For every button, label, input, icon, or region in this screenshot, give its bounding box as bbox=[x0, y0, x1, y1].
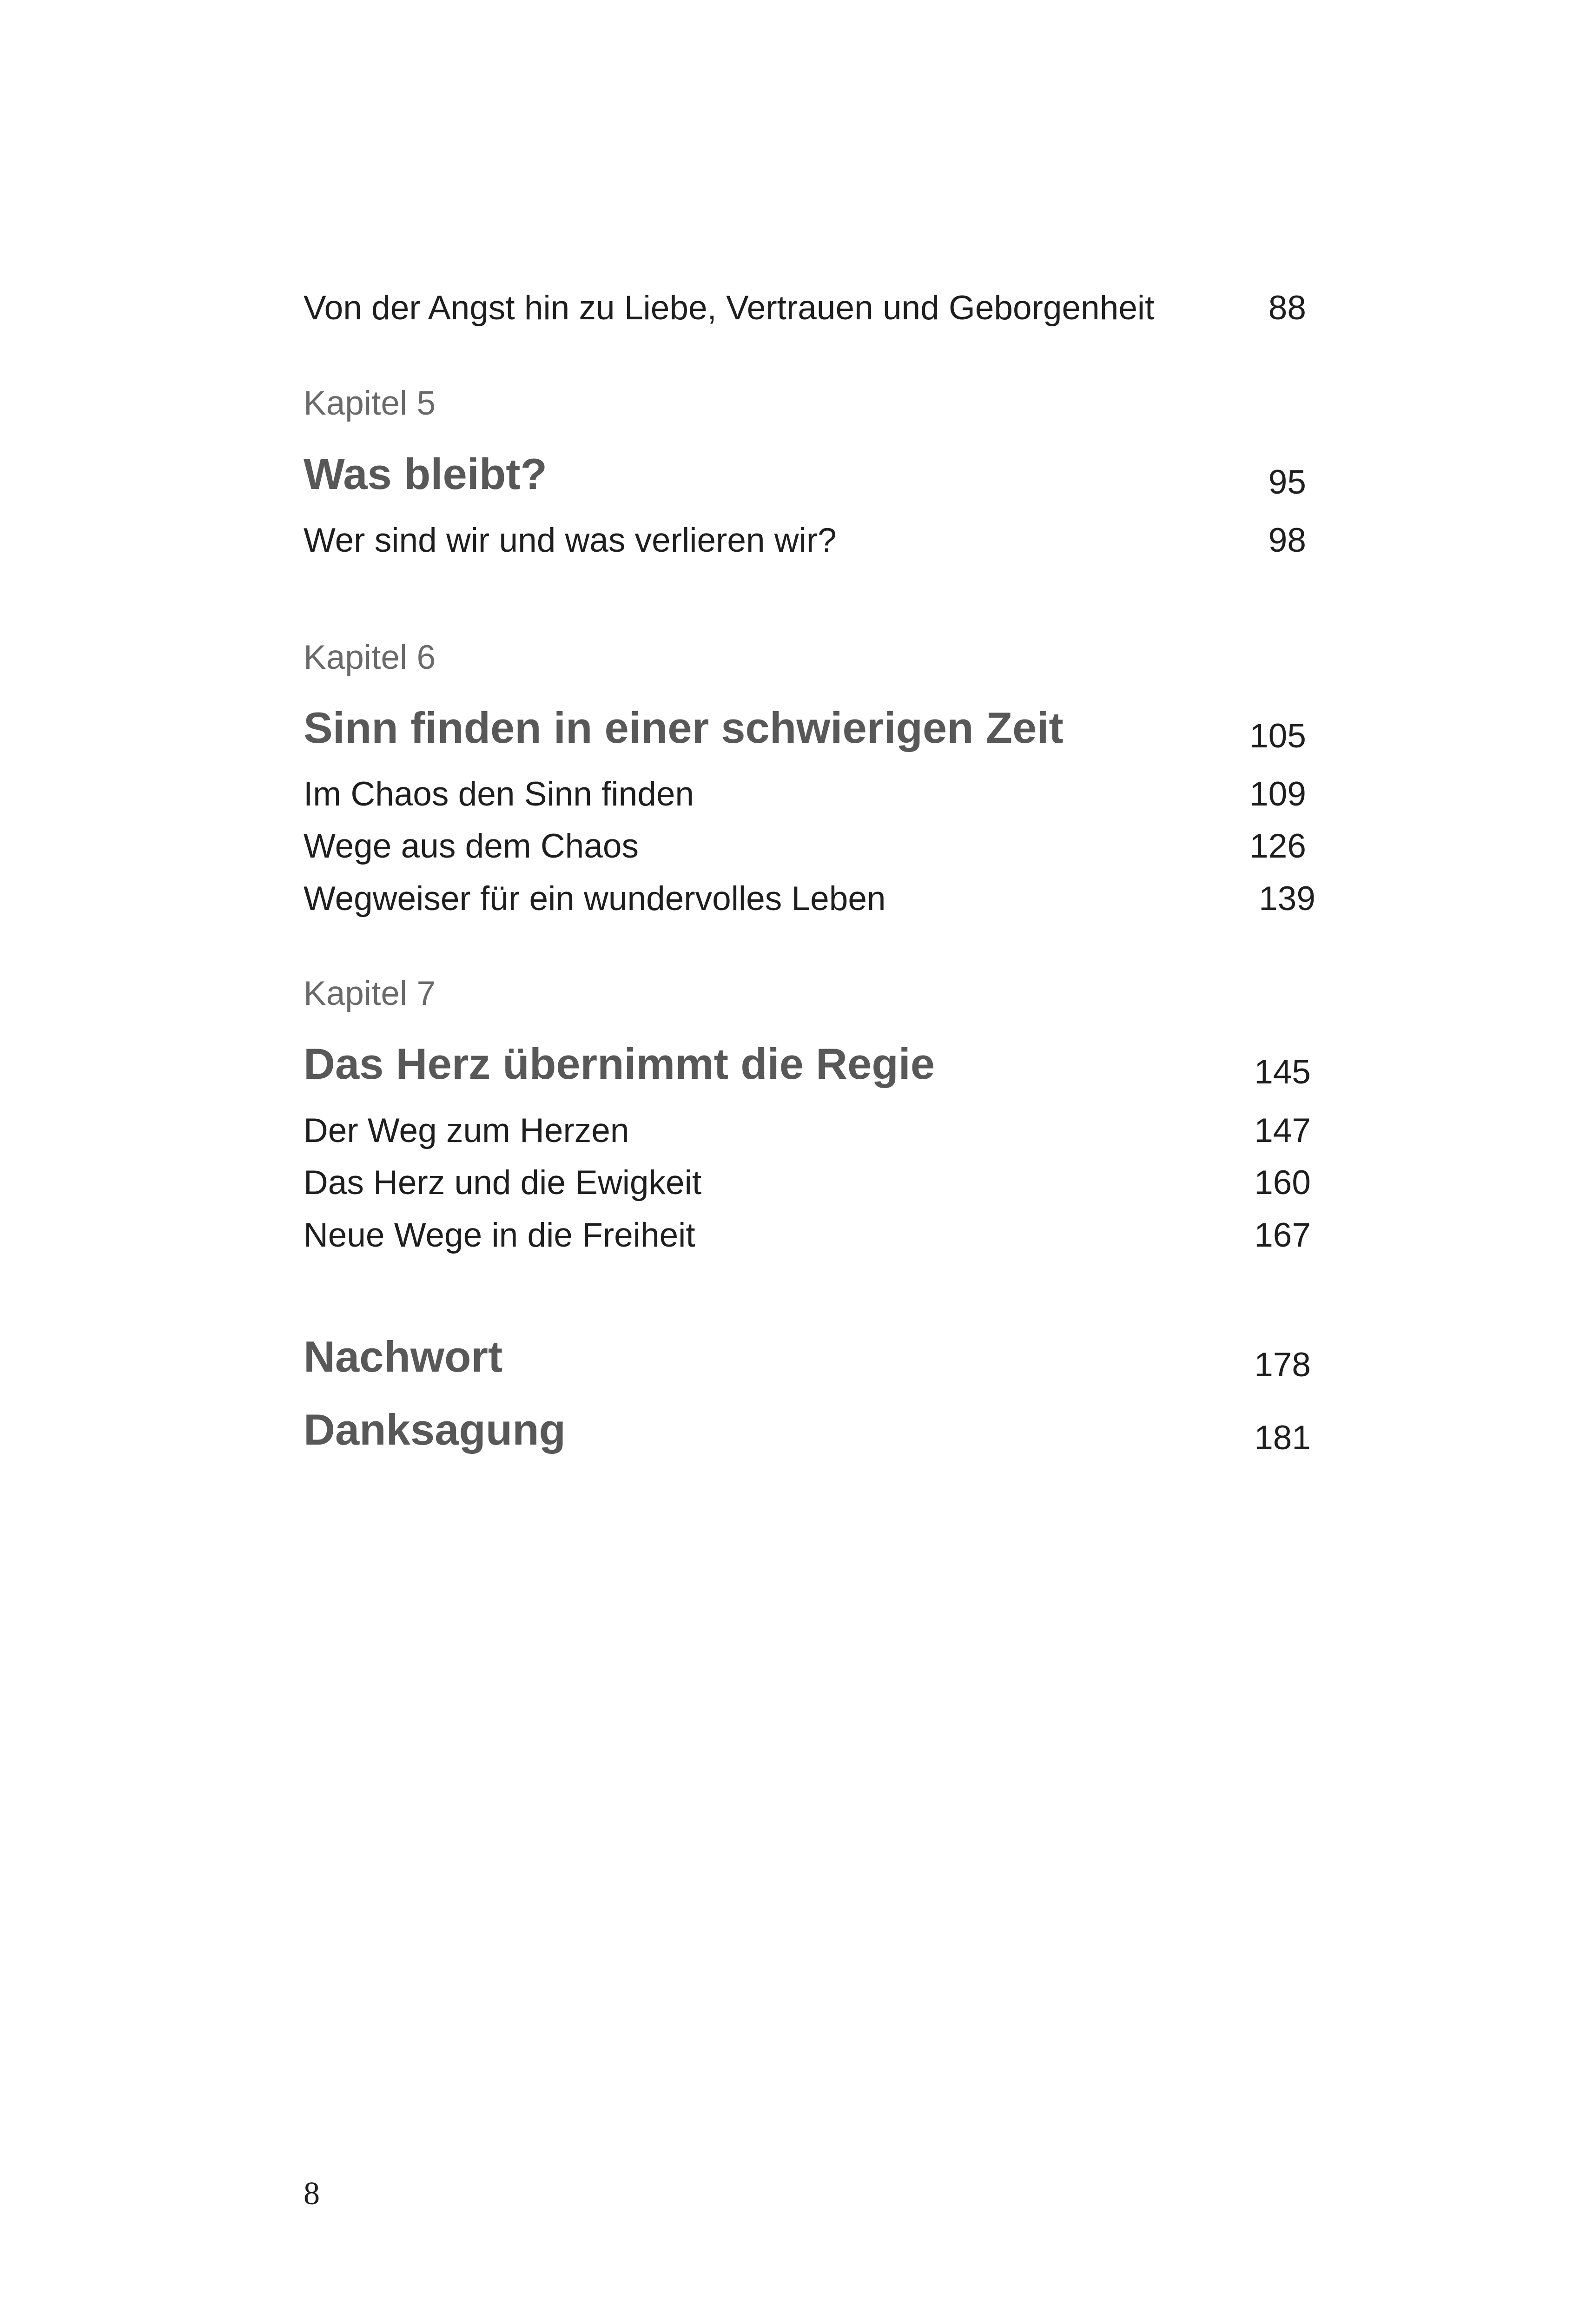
toc-entry-title: Im Chaos den Sinn finden bbox=[304, 775, 694, 813]
toc-entry bbox=[304, 520, 1306, 561]
chapter-heading-title: Sinn finden in einer schwierigen Zeit bbox=[304, 703, 1064, 752]
chapter-heading-page: 181 bbox=[1254, 1419, 1311, 1457]
toc-entry-page: 167 bbox=[1254, 1216, 1311, 1254]
toc-entry-page: 147 bbox=[1254, 1112, 1311, 1149]
toc-entry bbox=[304, 1110, 1311, 1152]
toc-entry-title: Der Weg zum Herzen bbox=[304, 1112, 629, 1149]
chapter-heading bbox=[304, 447, 1306, 501]
toc-entry bbox=[304, 825, 1306, 867]
toc-entry-page: 88 bbox=[1268, 289, 1306, 327]
chapter-heading bbox=[304, 1330, 1311, 1383]
chapter-heading-page: 145 bbox=[1254, 1053, 1311, 1091]
chapter-heading-page: 178 bbox=[1254, 1346, 1311, 1384]
chapter-heading-page: 95 bbox=[1268, 463, 1306, 501]
chapter-label bbox=[304, 383, 1306, 424]
toc-entry-page: 109 bbox=[1249, 775, 1306, 813]
toc-entry-title: Von der Angst hin zu Liebe, Vertrauen und Geborgenheit bbox=[304, 289, 1155, 327]
chapter-label-text: Kapitel 5 bbox=[304, 384, 436, 422]
toc-entry-title: Wegweiser für ein wundervolles Leben bbox=[304, 880, 886, 918]
chapter-heading-title: Was bleibt? bbox=[304, 449, 547, 498]
chapter-label bbox=[304, 973, 1306, 1015]
chapter-heading-page: 105 bbox=[1249, 717, 1306, 755]
toc-entry bbox=[304, 773, 1306, 815]
chapter-heading bbox=[304, 701, 1306, 754]
chapter-heading-title: Danksagung bbox=[304, 1405, 566, 1454]
toc-entry-title: Wer sind wir und was verlieren wir? bbox=[304, 522, 837, 559]
chapter-heading bbox=[304, 1403, 1311, 1456]
toc-entry-page: 126 bbox=[1249, 827, 1306, 865]
toc-entry bbox=[304, 1215, 1311, 1256]
toc-entry-page: 139 bbox=[1259, 880, 1315, 918]
chapter-heading-title: Nachwort bbox=[304, 1332, 503, 1381]
toc-entry-title: Neue Wege in die Freiheit bbox=[304, 1216, 695, 1254]
toc-entry-page: 160 bbox=[1254, 1164, 1311, 1202]
chapter-heading-title: Das Herz übernimmt die Regie bbox=[304, 1039, 935, 1088]
toc-entry bbox=[304, 287, 1306, 329]
toc-entry-title: Das Herz und die Ewigkeit bbox=[304, 1164, 702, 1202]
chapter-label-text: Kapitel 7 bbox=[304, 975, 436, 1012]
toc-entry-page: 98 bbox=[1268, 522, 1306, 559]
chapter-label-text: Kapitel 6 bbox=[304, 639, 436, 676]
chapter-label bbox=[304, 637, 1306, 679]
page-number: 8 bbox=[304, 2176, 320, 2212]
toc-entry bbox=[304, 878, 1315, 920]
toc-entry bbox=[304, 1162, 1311, 1204]
toc-entry-title: Wege aus dem Chaos bbox=[304, 827, 639, 865]
chapter-heading bbox=[304, 1037, 1311, 1090]
